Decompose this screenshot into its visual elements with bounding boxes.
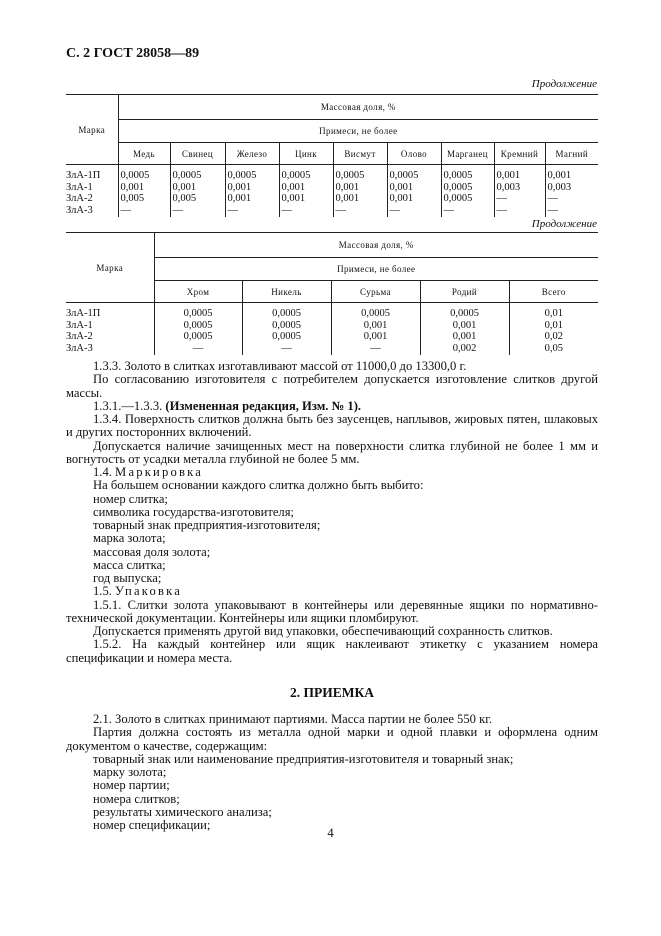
value-cell: — (154, 343, 242, 356)
value-cell: 0,001 (333, 193, 387, 205)
page-number: 4 (327, 826, 334, 840)
subsection-title: Упаковка (115, 584, 183, 599)
value-cell: 0,01 (509, 320, 598, 332)
list-item: номера слитков; (93, 791, 180, 806)
value-cell: 0,001 (333, 182, 387, 194)
paragraph-2-1: 2.1. Золото в слитках принимают партиями. Масса партии не более 550 кг. (93, 712, 493, 726)
subsection-title: Маркировка (115, 465, 204, 479)
value-cell: 0,001 (279, 193, 333, 205)
value-cell: — (331, 343, 420, 356)
value-cell: — (242, 343, 331, 356)
column-header: Марганец (441, 143, 494, 165)
table-row (66, 205, 598, 218)
body-text (66, 360, 598, 832)
paragraph-1-5-1: 1.5.1. Слитки золота упаковывают в контейнеры или деревянные ящики по нормативно-технической документации. Контейнеры или ящики пломбируют. (66, 597, 598, 625)
value-cell: 0,005 (118, 193, 170, 205)
mark-header: Марка (78, 124, 106, 135)
list-item: номер слитка; (93, 491, 168, 506)
value-cell: — (441, 205, 494, 218)
list-item: год выпуска; (93, 571, 162, 585)
value-cell: 0,0005 (225, 165, 279, 182)
value-cell: 0,0005 (242, 303, 331, 320)
value-cell: — (170, 205, 225, 218)
value-cell: 0,0005 (441, 193, 494, 205)
paragraph-1-5-2: 1.5.2. На каждый контейнер или ящик наклеивают этикетку с указанием номера спецификации и номера места. (66, 637, 598, 665)
list-item: символика государства-изготовителя; (93, 504, 295, 519)
value-cell: 0,0005 (170, 165, 225, 182)
paragraph-other-packaging: Допускается применять другой вид упаковки, обеспечивающий сохранность слитков. (93, 624, 553, 638)
list-item: масса слитка; (93, 557, 166, 572)
value-cell: 0,001 (225, 193, 279, 205)
list-item: марка золота; (93, 531, 166, 546)
table-row (66, 331, 598, 343)
paragraph-1-3-3: 1.3.3. Золото в слитках изготавливают массой от 11000,0 до 13300,0 г. (93, 359, 467, 373)
table-row (66, 193, 598, 205)
table-row (66, 320, 598, 332)
value-cell: 0,01 (509, 303, 598, 320)
list-item: марку золота; (93, 765, 167, 779)
paragraph-agreement: По согласованию изготовителя с потребителем допускается изготовление слитков другой массы. (66, 372, 598, 400)
value-cell: 0,001 (494, 165, 545, 182)
value-cell: 0,0005 (331, 303, 420, 320)
list-item: товарный знак или наименование предприятия-изготовителя и товарный знак; (93, 751, 514, 766)
value-cell: — (494, 205, 545, 218)
value-cell: 0,001 (387, 182, 441, 194)
column-header: Свинец (170, 143, 225, 165)
column-header: Хром (154, 281, 242, 303)
column-header: Никель (242, 281, 331, 303)
column-header: Цинк (279, 143, 333, 165)
section-2-title: 2. ПРИЕМКА (289, 684, 375, 700)
table-row (66, 343, 598, 356)
paragraph-batch: Партия должна состоять из металла одной марки и одной плавки и оформлена одним документом о качестве, содержащим: (66, 725, 598, 753)
value-cell: 0,001 (420, 331, 509, 343)
column-header: Кремний (494, 143, 545, 165)
impurities-header: Примеси, не более (118, 120, 598, 143)
column-header: Железо (225, 143, 279, 165)
column-header: Висмут (333, 143, 387, 165)
value-cell: 0,0005 (154, 303, 242, 320)
value-cell: — (545, 205, 598, 218)
value-cell: 0,001 (225, 182, 279, 194)
value-cell: 0,0005 (441, 182, 494, 194)
edition-note: (Измененная редакция, Изм. № 1). (165, 398, 362, 413)
column-header: Магний (545, 143, 598, 165)
value-cell: 0,001 (170, 182, 225, 194)
table-row (66, 182, 598, 194)
value-cell: 0,0005 (242, 331, 331, 343)
value-cell: 0,001 (331, 320, 420, 332)
value-cell: — (494, 193, 545, 205)
value-cell: 0,0005 (154, 331, 242, 343)
mark-cell: ЗлА-1 (66, 181, 93, 193)
value-cell: — (225, 205, 279, 218)
mark-cell: ЗлА-3 (66, 342, 93, 354)
value-cell: 0,0005 (279, 165, 333, 182)
list-item: результаты химического анализа; (93, 804, 272, 819)
value-cell: 0,02 (509, 331, 598, 343)
paragraph-1-3-4: 1.3.4. Поверхность слитков должна быть без заусенцев, наплывов, жировых пятен, шлаковых и других посторонних включений. (66, 412, 598, 440)
value-cell: 0,001 (279, 182, 333, 194)
list-item: товарный знак предприятия-изготовителя; (93, 518, 321, 532)
subsection-1-5-heading (66, 585, 598, 598)
mark-cell: ЗлА-2 (66, 193, 93, 204)
column-header: Родий (420, 281, 509, 303)
value-cell: — (279, 205, 333, 218)
mark-header: Марка (96, 262, 124, 273)
value-cell: 0,005 (170, 193, 225, 205)
continuation-label-2: Продолжение (531, 218, 597, 230)
value-cell: 0,003 (494, 182, 545, 194)
value-cell: — (545, 193, 598, 205)
value-cell: 0,0005 (441, 165, 494, 182)
value-cell: — (387, 205, 441, 218)
value-cell: 0,001 (118, 182, 170, 194)
column-header: Всего (509, 281, 598, 303)
value-cell: 0,001 (545, 165, 598, 182)
column-header: Сурьма (331, 281, 420, 303)
mass-fraction-header: Массовая доля, % (154, 233, 598, 258)
value-cell: 0,0005 (333, 165, 387, 182)
impurities-table-1 (66, 94, 598, 217)
paragraph-allowed-defects: Допускается наличие зачищенных мест на поверхности слитка глубиной не более 1 мм и вогнутость от усадки металла глубиной не более 5 мм. (66, 438, 598, 466)
value-cell: 0,0005 (242, 320, 331, 332)
paragraph-edition-note (66, 400, 598, 413)
subsection-1-4-heading (66, 466, 598, 479)
value-cell: 0,001 (387, 193, 441, 205)
paragraph-marking-intro: На большем основании каждого слитка должно быть выбито: (93, 478, 424, 493)
mark-cell: ЗлА-1П (66, 308, 101, 319)
subsection-number: 1.4. (93, 465, 112, 479)
running-head: С. 2 ГОСТ 28058—89 (66, 46, 200, 61)
list-item: номер партии; (93, 778, 170, 793)
impurities-table-2 (66, 232, 598, 355)
edition-clauses: 1.3.1.—1.3.3. (93, 398, 163, 413)
value-cell: 0,002 (420, 343, 509, 356)
value-cell: 0,0005 (154, 320, 242, 332)
mass-fraction-header: Массовая доля, % (118, 95, 598, 120)
value-cell: — (333, 205, 387, 218)
list-item: номер спецификации; (93, 818, 211, 832)
value-cell: — (118, 205, 170, 218)
value-cell: 0,001 (420, 320, 509, 332)
mark-cell: ЗлА-1П (66, 170, 101, 181)
value-cell: 0,001 (331, 331, 420, 343)
value-cell: 0,0005 (420, 303, 509, 320)
mark-cell: ЗлА-3 (66, 204, 93, 216)
column-header: Медь (118, 143, 170, 165)
subsection-number: 1.5. (93, 584, 112, 599)
value-cell: 0,0005 (387, 165, 441, 182)
table-row (66, 303, 598, 320)
value-cell: 0,05 (509, 343, 598, 356)
table-row (66, 165, 598, 182)
impurities-header: Примеси, не более (154, 258, 598, 281)
column-header: Олово (387, 143, 441, 165)
list-item: массовая доля золота; (93, 544, 211, 559)
mark-cell: ЗлА-1 (66, 319, 93, 331)
value-cell: 0,003 (545, 182, 598, 194)
value-cell: 0,0005 (118, 165, 170, 182)
continuation-label-1: Продолжение (531, 78, 597, 90)
mark-cell: ЗлА-2 (66, 331, 93, 342)
